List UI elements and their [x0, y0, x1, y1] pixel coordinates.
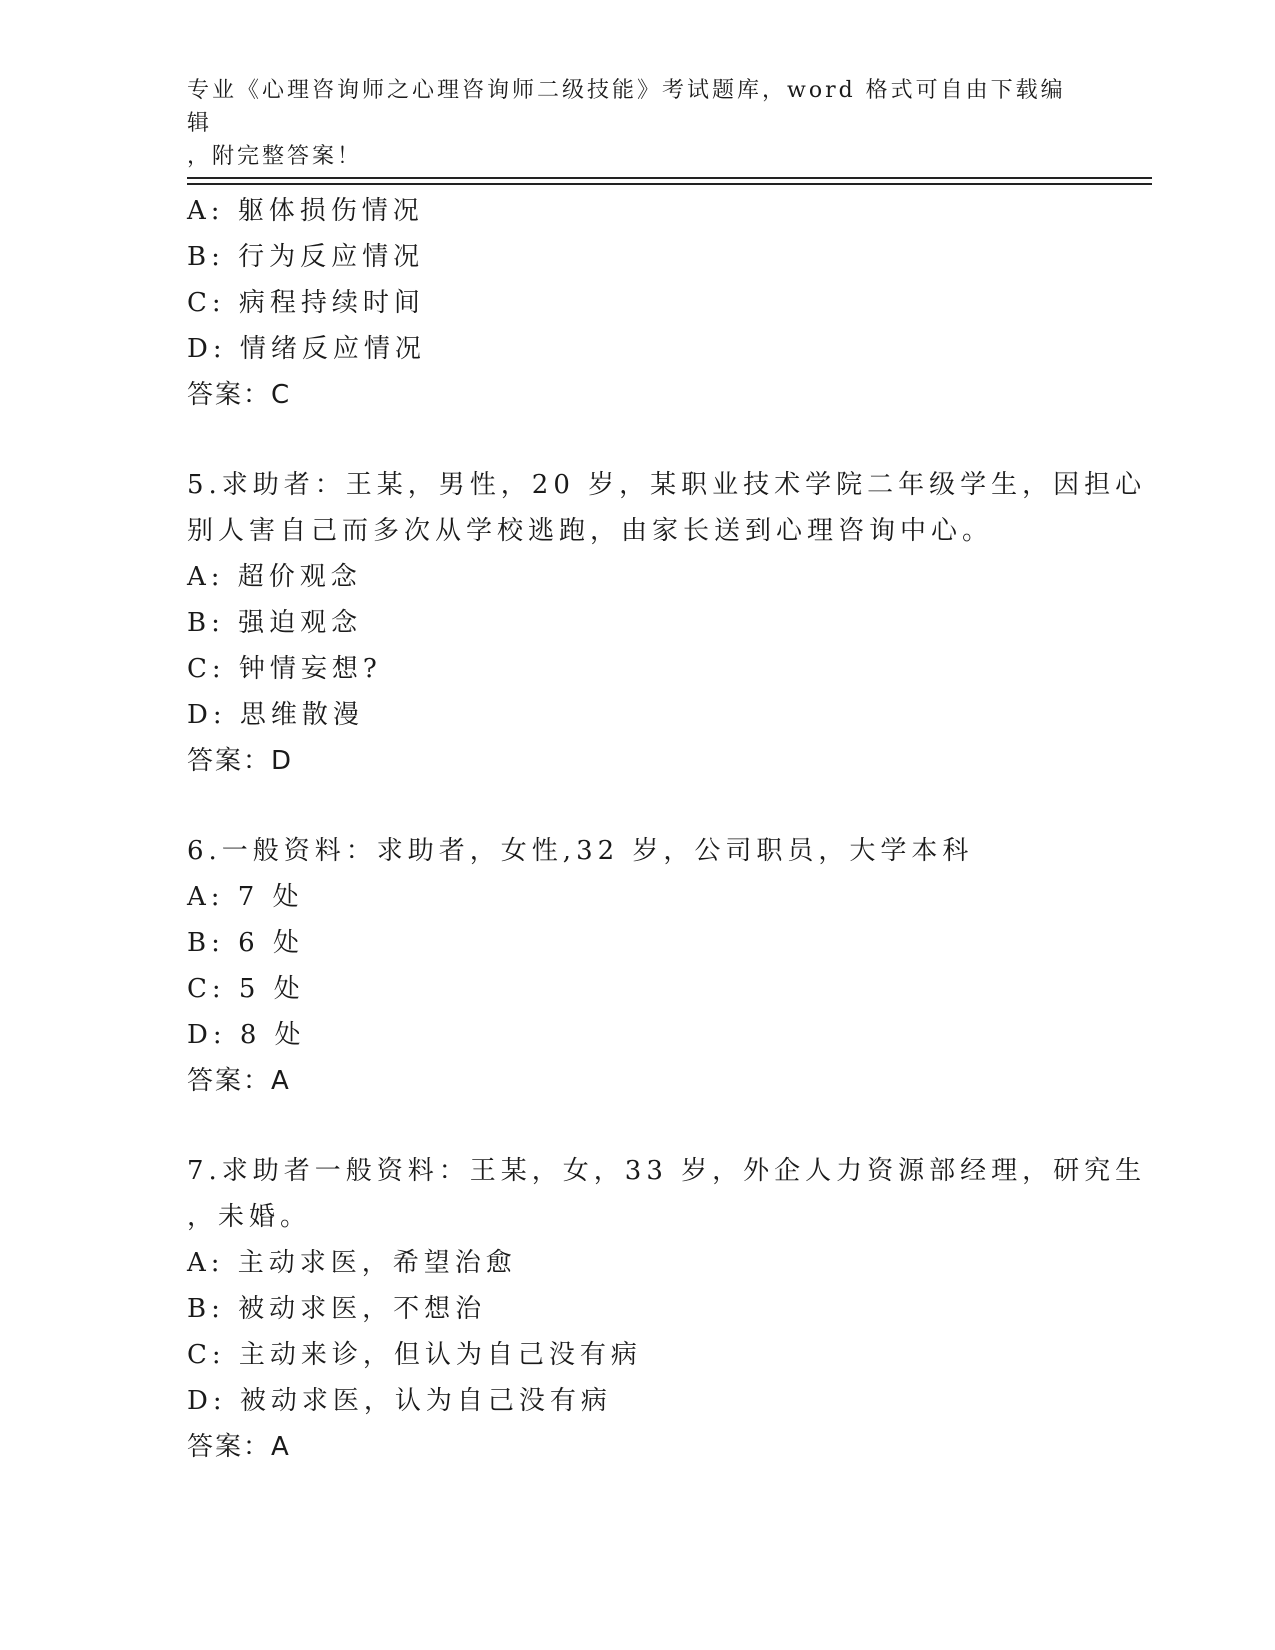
option-a: A: 主动求医，希望治愈 [187, 1248, 517, 1278]
option-d: D: 8 处 [187, 1020, 306, 1050]
option-b: B: 6 处 [187, 928, 304, 958]
header-line-2: ，附完整答案！ [187, 144, 363, 169]
option-b: B: 强迫观念 [187, 608, 363, 638]
option-d: D: 被动求医，认为自己没有病 [187, 1386, 612, 1416]
header-divider-bottom [187, 183, 1152, 185]
question-6 [187, 828, 1087, 1104]
option-c: C: 钟情妄想? [187, 654, 382, 684]
option-b: B: 被动求医，不想治 [187, 1294, 487, 1324]
header-divider-top [187, 177, 1152, 179]
option-d: D: 思维散漫 [187, 700, 364, 730]
question-stem-cont: ，未婚。 [187, 1202, 312, 1232]
question-stem: 5.求助者：王某，男性，20 岁，某职业技术学院二年级学生，因担心 [187, 470, 1147, 500]
option-c: C: 病程持续时间 [187, 288, 425, 318]
question-7 [187, 1148, 1147, 1470]
option-a: A: 超价观念 [187, 562, 362, 592]
option-a: A: 7 处 [187, 882, 304, 912]
question-stem: 6.一般资料：求助者，女性,32 岁，公司职员，大学本科 [187, 836, 974, 866]
question-4 [187, 188, 1087, 418]
header-line-1: 专业《心理咨询师之心理咨询师二级技能》考试题库，word 格式可自由下载编辑 [187, 78, 1066, 136]
question-stem-cont: 别人害自己而多次从学校逃跑，由家长送到心理咨询中心。 [187, 516, 994, 546]
option-b: B: 行为反应情况 [187, 242, 425, 272]
option-d: D: 情绪反应情况 [187, 334, 426, 364]
answer: 答案：C [187, 380, 292, 410]
document-header [187, 74, 1067, 173]
answer: 答案：A [187, 1066, 291, 1096]
answer: 答案：A [187, 1432, 291, 1462]
question-5 [187, 462, 1147, 784]
option-c: C: 5 处 [187, 974, 305, 1004]
question-list [187, 188, 1147, 1470]
answer: 答案：D [187, 746, 294, 776]
option-a: A: 躯体损伤情况 [187, 196, 424, 226]
question-stem: 7.求助者一般资料：王某，女，33 岁，外企人力资源部经理，研究生 [187, 1156, 1147, 1186]
option-c: C: 主动来诊，但认为自己没有病 [187, 1340, 642, 1370]
